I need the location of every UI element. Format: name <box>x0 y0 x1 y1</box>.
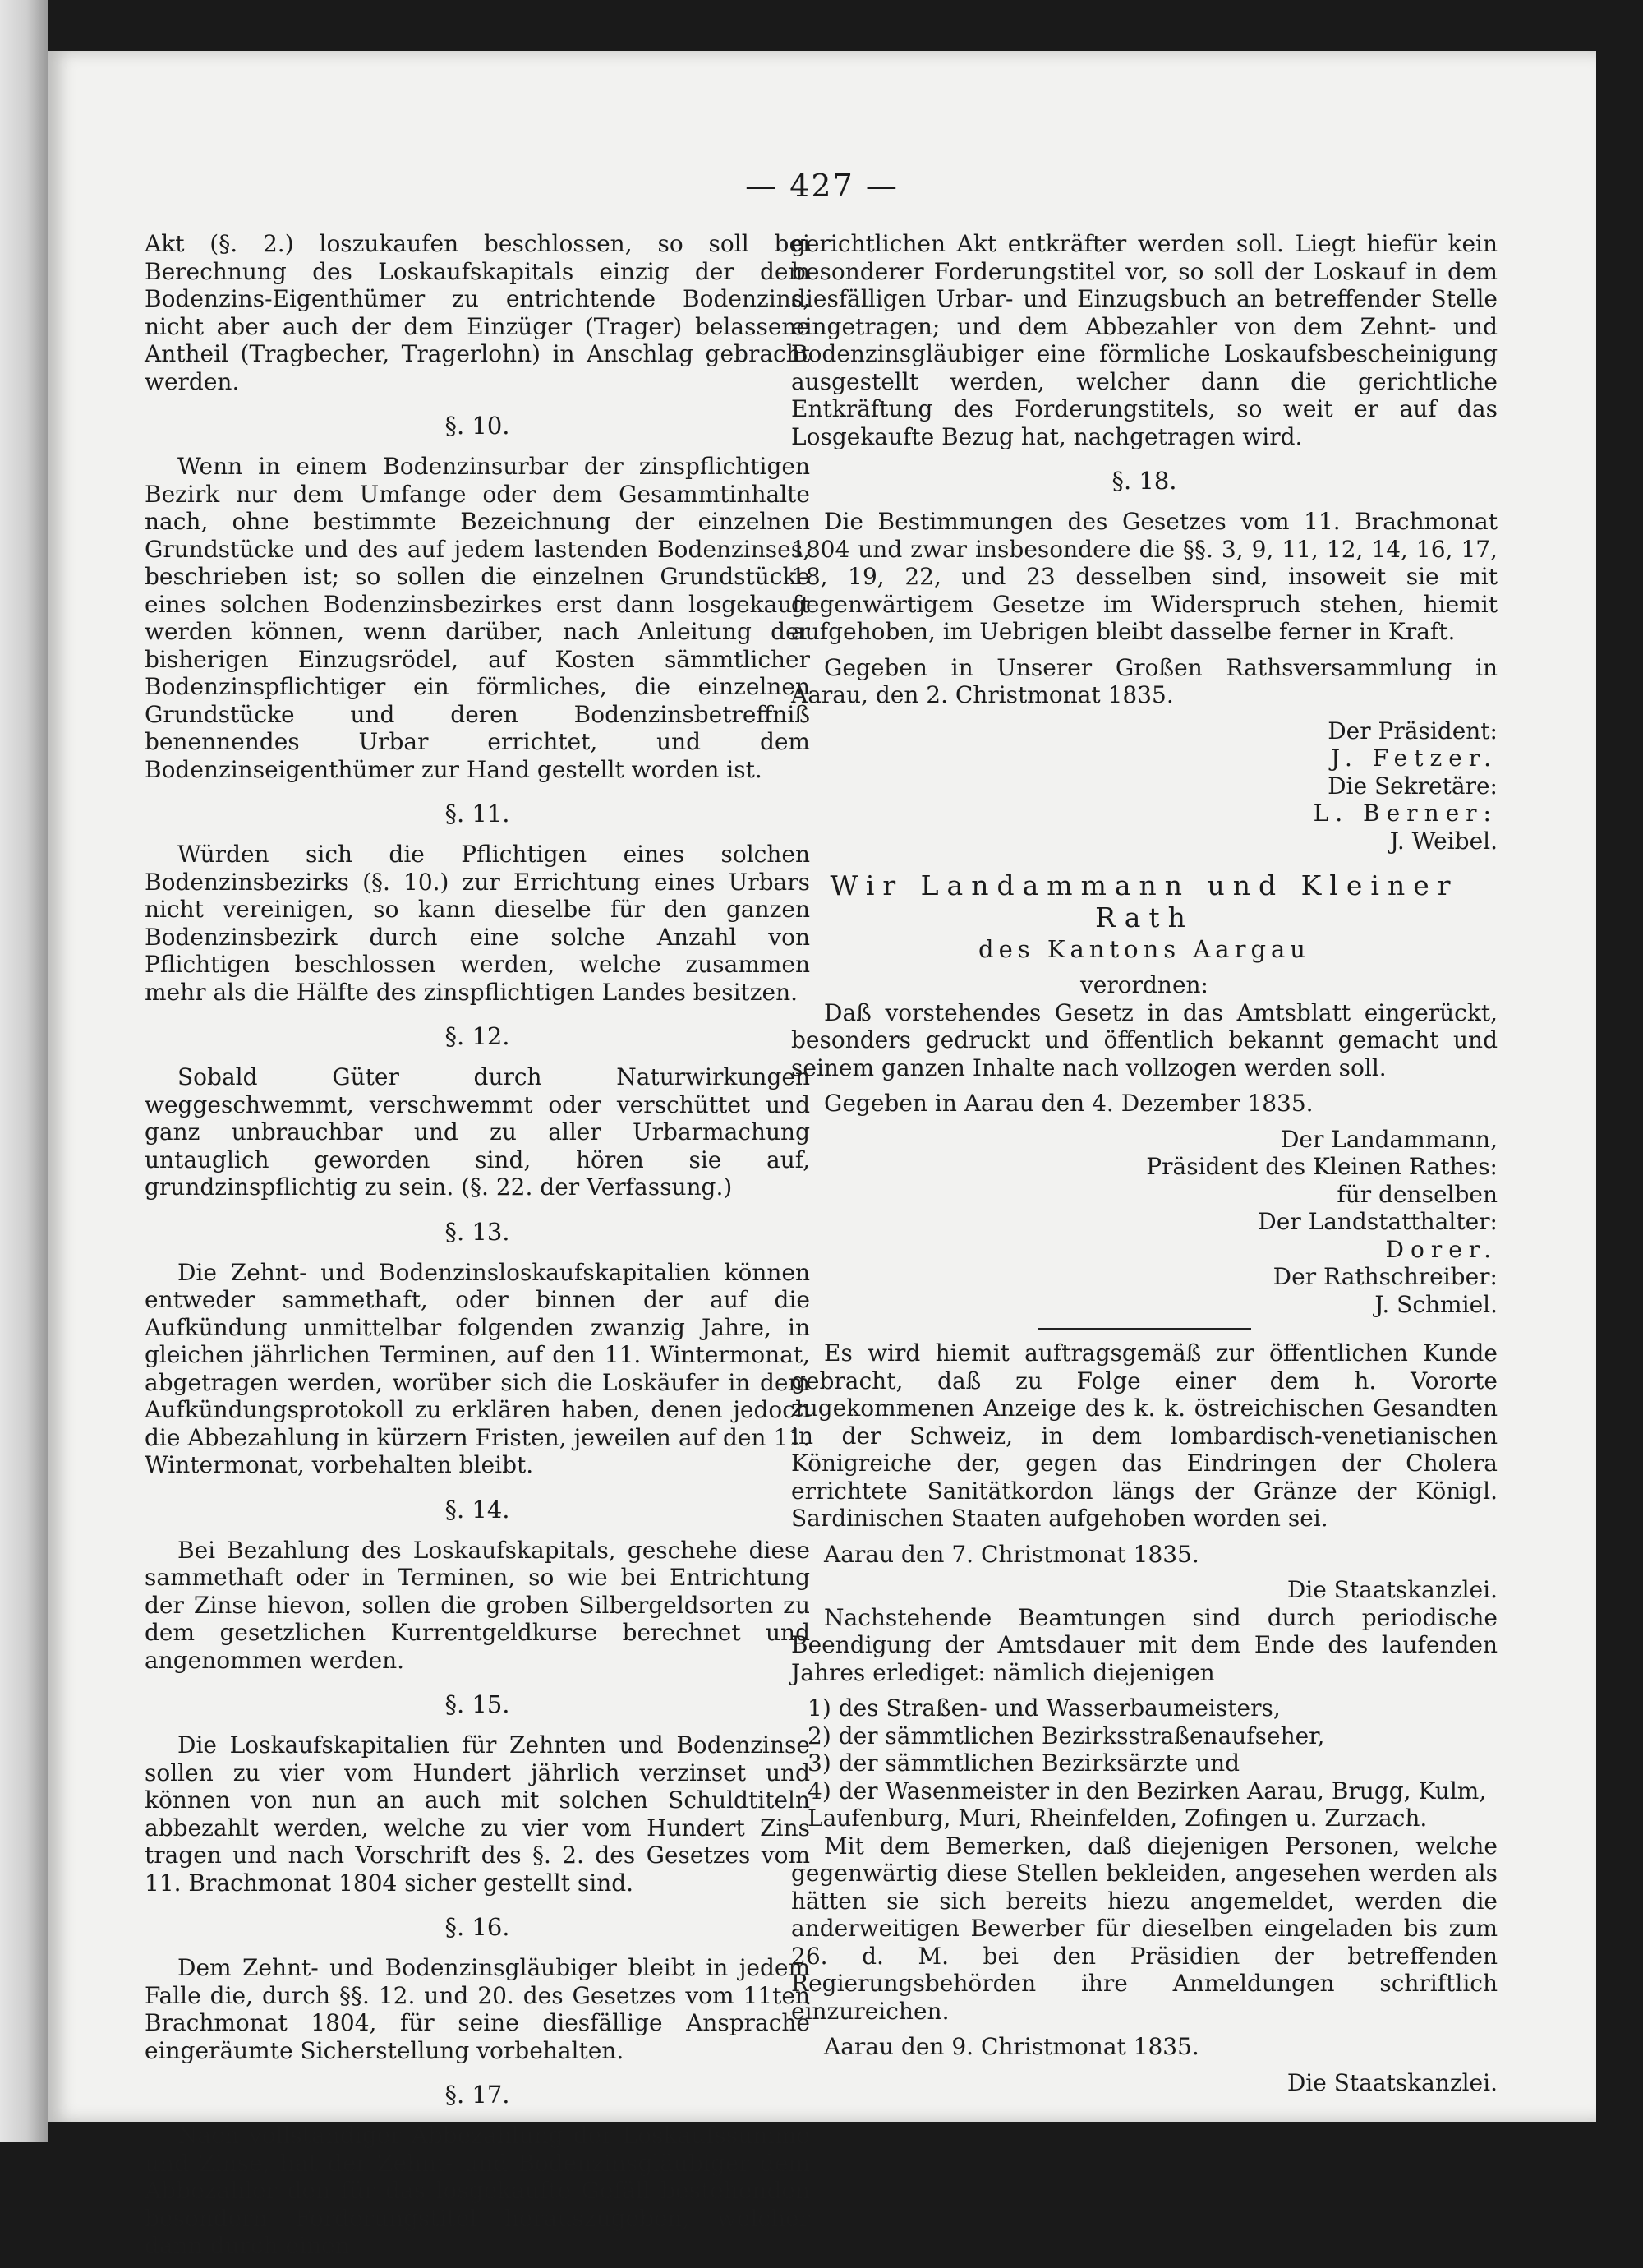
paragraph: Dem Zehnt- und Bodenzinsgläubiger bleibt in jedem Falle die, durch §§. 12. und 20. des Gesetzes vom 11ten Brachmonat 1804, für seine diesfällige Ansprache eingeräumte Sicherstellung vorbehalten. <box>145 1954 810 2064</box>
signature-name: J. Weibel. <box>1389 827 1498 855</box>
paragraph: Es wird hiemit auftragsgemäß zur öffentlichen Kunde gebracht, daß zu Folge einer dem h. Vororte zugekommenen Anzeige des k. k. östreichischen Gesandten in der Schweiz, in dem lombardisch-venetianischen Königreiche der, gegen das Eindringen der Cholera errichtete Sanitätkordon längs der Gränze der Königl. Sardinischen Staaten aufgehoben worden sei. <box>791 1339 1498 1532</box>
section-heading: §. 17. <box>444 2081 510 2109</box>
book-gutter <box>0 0 48 2142</box>
paragraph: Wenn in einem Bodenzinsurbar der zinspflichtigen Bezirk nur dem Umfange oder dem Gesammtinhalte nach, ohne bestimmte Bezeichnung der einzelnen Grundstücke und des auf jedem lastenden Bodenzinses, beschrieben ist; so sollen die einzelnen Grundstücke eines solchen Bodenzinsbezirkes erst dann losgekauft werden können, wenn darüber, nach Anleitung der bisherigen Einzugsrödel, auf Kosten sämmtlicher Bodenzinspflichtiger ein förmliches, die einzelnen Grundstücke und deren Bodenzinsbetreffniß benennendes Urbar errichtet, und dem Bodenzinseigenthümer zur Hand gestellt worden ist. <box>145 453 810 783</box>
signature-label: Die Staatskanzlei. <box>1286 2068 1498 2096</box>
signature-name: Dorer. <box>1385 1235 1498 1263</box>
paragraph: Die Bestimmungen des Gesetzes vom 11. Brachmonat 1804 und zwar insbesondere die §§. 3, 9, 11, 12, 14, 16, 17, 18, 19, 22, und 23 desselben sind, insoweit sie mit gegenwärtigem Gesetze im Widerspruch stehen, hiemit aufgehoben, im Uebrigen bleibt dasselbe ferner in Kraft. <box>791 508 1498 645</box>
signature-label: Die Sekretäre: <box>1328 772 1498 800</box>
signature-name: J. Fetzer. <box>1330 744 1498 772</box>
decree-title: Wir Landammann und Kleiner Rath <box>830 869 1459 933</box>
verordnen-line: verordnen: <box>1079 971 1208 998</box>
left-column <box>145 230 810 2268</box>
paragraph: gerichtlichen Akt entkräfter werden soll. Liegt hiefür kein besonderer Forderungstitel vor, so soll der Loskauf in dem diesfälligen Urbar- und Einzugsbuch an betreffender Stelle eingetragen; und dem Abbezahler von dem Zehnt- und Bodenzinsgläubiger eine förmliche Loskaufsbescheinigung ausgestellt werden, welcher dann die gerichtliche Entkräftung des Forderungstitels, so weit er auf das Losgekaufte Bezug hat, nachgetragen wird. <box>791 230 1498 450</box>
list-item: 2) der sämmtlichen Bezirksstraßenaufseher, <box>808 1722 1325 1749</box>
signature-label: Der Präsident: <box>1328 717 1498 744</box>
paragraph: Würden sich die Pflichtigen eines solchen Bodenzinsbezirks (§. 10.) zur Errichtung eines Urbars nicht vereinigen, so kann dieselbe für den ganzen Bodenzinsbezirk durch eine solche Anzahl von Pflichtigen beschlossen werden, welche zusammen mehr als die Hälfte des zinspflichtigen Landes besitzen. <box>145 841 810 1006</box>
signature-label: Die Staatskanzlei. <box>1286 1576 1498 1603</box>
date-line: Aarau den 9. Christmonat 1835. <box>824 2033 1199 2060</box>
signature-name: L. Berner: <box>1313 800 1498 827</box>
right-column <box>791 230 1498 2096</box>
signature-name: J. Schmiel. <box>1374 1290 1498 1318</box>
section-heading: §. 14. <box>444 1495 510 1524</box>
divider <box>1038 1328 1251 1330</box>
decree-subtitle: des Kantons Aargau <box>978 935 1310 963</box>
list-item: 3) der sämmtlichen Bezirksärzte und <box>808 1749 1240 1777</box>
date-line: Aarau den 7. Christmonat 1835. <box>824 1540 1199 1568</box>
paragraph: Daß vorstehendes Gesetz in das Amtsblatt eingerückt, besonders gedruckt und öffentlich bekannt gemacht und seinem ganzen Inhalte nach vollzogen werden soll. <box>791 998 1498 1081</box>
paragraph: Sobald Güter durch Naturwirkungen weggeschwemmt, verschwemmt oder verschüttet und ganz unbrauchbar und zu aller Urbarmachung untauglich geworden sind, hören sie auf, grundzinspflichtig zu sein. (§. 22. der Verfassung.) <box>145 1063 810 1201</box>
signature-label: Der Rathschreiber: <box>1273 1263 1498 1290</box>
section-heading: §. 12. <box>444 1022 510 1050</box>
section-heading: §. 18. <box>1111 467 1177 495</box>
section-heading: §. 13. <box>444 1217 510 1246</box>
section-heading: §. 11. <box>444 800 510 827</box>
signature-label: Der Landammann, <box>1280 1125 1498 1153</box>
document-page <box>48 51 1596 2259</box>
paragraph: Bei Bezahlung des Loskaufskapitals, geschehe diese sammethaft oder in Terminen, so wie bei Entrichtung der Zinse hievon, sollen die groben Silbergeldsorten zu dem gesetzlichen Kurrentgeldkurse berechnet und angenommen werden. <box>145 1536 810 1674</box>
page-number: — 427 — <box>745 168 899 204</box>
given-line: Gegeben in Unserer Großen Rathsversammlung in Aarau, den 2. Christmonat 1835. <box>791 653 1498 708</box>
paragraph: Nachstehende Beamtungen sind durch periodische Beendigung der Amtsdauer mit dem Ende des laufenden Jahres erlediget: nämlich diejenigen <box>791 1603 1498 1686</box>
paragraph: Mit dem Bemerken, daß diejenigen Personen, welche gegenwärtig diese Stellen bekleiden, angesehen werden als hätten sie sich bereits hiezu angemeldet, werden die anderweitigen Bewerber für dieselben eingeladen bis zum 26. d. M. bei den Präsidien der betreffenden Regierungsbehörden ihre Anmeldungen schriftlich einzureichen. <box>791 1832 1498 2025</box>
signature-label: Präsident des Kleinen Rathes: <box>1146 1153 1498 1180</box>
list-item: 1) des Straßen- und Wasserbaumeisters, <box>808 1694 1281 1722</box>
paragraph: Akt (§. 2.) loszukaufen beschlossen, so soll bei Berechnung des Loskaufskapitals einzig der dem Bodenzins-Eigenthümer zu entrichtende Bodenzins, nicht aber auch der dem Einzüger (Trager) belassene Antheil (Tragbecher, Tragerlohn) in Anschlag gebracht werden. <box>145 230 810 395</box>
paragraph: Nach vollständiger Abbezahlung der Loskaufssumme und Zinse, hat der Zehnt- und Bodenzinsgläubiger dem Abbezahler den für das losgekaufte Gefäll bestehenden besondern Forderungstitel herauszugeben, welcher dann durch einen <box>145 2122 810 2259</box>
paragraph: Die Zehnt- und Bodenzinsloskaufskapitalien können entweder sammethaft, oder binnen der auf die Aufkündung unmittelbar folgenden zwanzig Jahre, in gleichen jährlichen Terminen, auf den 11. Wintermonat, abgetragen werden, worüber sich die Loskäufer in dem Aufkündungsprotokoll zu erklären haben, denen jedoch die Abbezahlung in kürzern Fristen, jeweilen auf den 11. Wintermonat, vorbehalten bleibt. <box>145 1258 810 1478</box>
signature-label: Der Landstatthalter: <box>1258 1208 1498 1235</box>
signature-label: für denselben <box>1337 1180 1498 1208</box>
section-heading: §. 10. <box>444 412 510 440</box>
list-item: 4) der Wasenmeister in den Bezirken Aarau, Brugg, Kulm, Laufenburg, Muri, Rheinfelden, Zofingen u. Zurzach. <box>808 1777 1487 1832</box>
given-line: Gegeben in Aarau den 4. Dezember 1835. <box>824 1090 1314 1117</box>
section-heading: §. 16. <box>444 1913 510 1941</box>
paragraph: Die Loskaufskapitalien für Zehnten und Bodenzinse sollen zu vier vom Hundert jährlich verzinset und können von nun an auch mit solchen Schuldtiteln abbezahlt werden, welche zu vier vom Hundert Zins tragen und nach Vorschrift des §. 2. des Gesetzes vom 11. Brachmonat 1804 sicher gestellt sind. <box>145 1731 810 1897</box>
section-heading: §. 15. <box>444 1690 510 1718</box>
